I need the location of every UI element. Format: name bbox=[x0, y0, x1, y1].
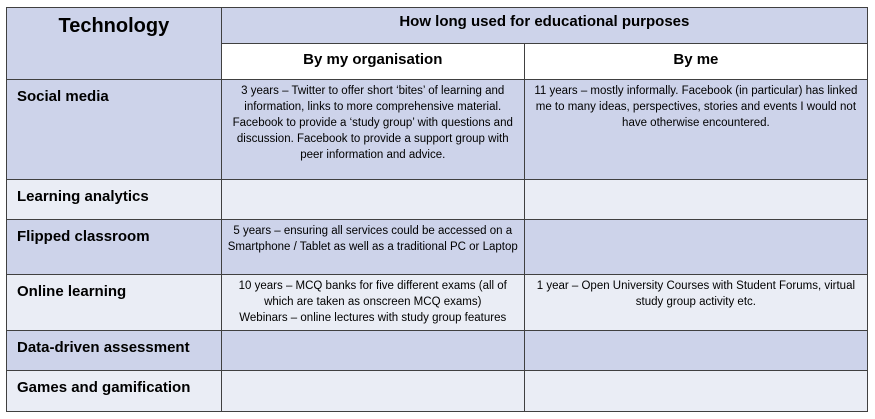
cell-me bbox=[524, 371, 867, 412]
cell-me bbox=[524, 331, 867, 371]
header-by-organisation: By my organisation bbox=[221, 44, 524, 80]
cell-line: 10 years – MCQ banks for five different exams (all of which are taken as onscreen MCQ exams) bbox=[238, 280, 507, 308]
table-row bbox=[7, 180, 868, 220]
cell-organisation: 3 years – Twitter to offer short ‘bites’ of learning and information, links to more comprehensive material. Facebook to provide a ‘study group’ with questions and discussion. Facebook to provide a support group with peer information and advice. bbox=[221, 80, 524, 180]
cell-me: 11 years – mostly informally. Facebook (in particular) has linked me to many ideas, perspectives, stories and events I would not have otherwise encountered. bbox=[524, 80, 867, 180]
table-row bbox=[7, 220, 868, 275]
cell-me: 1 year – Open University Courses with Student Forums, virtual study group activity etc. bbox=[524, 275, 867, 331]
header-group: How long used for educational purposes bbox=[221, 8, 867, 44]
cell-organisation bbox=[221, 180, 524, 220]
table-row bbox=[7, 80, 868, 180]
row-label: Flipped classroom bbox=[7, 220, 222, 275]
row-label: Data-driven assessment bbox=[7, 331, 222, 371]
cell-line: Webinars – online lectures with study group features bbox=[239, 312, 507, 324]
header-by-me: By me bbox=[524, 44, 867, 80]
row-label: Online learning bbox=[7, 275, 222, 331]
row-label: Social media bbox=[7, 80, 222, 180]
cell-organisation bbox=[221, 371, 524, 412]
table-row bbox=[7, 371, 868, 412]
technology-usage-table bbox=[6, 7, 868, 412]
row-label: Learning analytics bbox=[7, 180, 222, 220]
cell-me bbox=[524, 180, 867, 220]
technology-table-wrapper bbox=[6, 7, 868, 412]
cell-me bbox=[524, 220, 867, 275]
table-row bbox=[7, 275, 868, 331]
row-label: Games and gamification bbox=[7, 371, 222, 412]
cell-organisation bbox=[221, 331, 524, 371]
table-row bbox=[7, 331, 868, 371]
cell-organisation bbox=[221, 275, 524, 331]
cell-organisation: 5 years – ensuring all services could be accessed on a Smartphone / Tablet as well as a traditional PC or Laptop bbox=[221, 220, 524, 275]
header-technology-cell bbox=[7, 8, 222, 80]
header-technology: Technology bbox=[58, 15, 170, 37]
header-row-top bbox=[7, 8, 868, 44]
